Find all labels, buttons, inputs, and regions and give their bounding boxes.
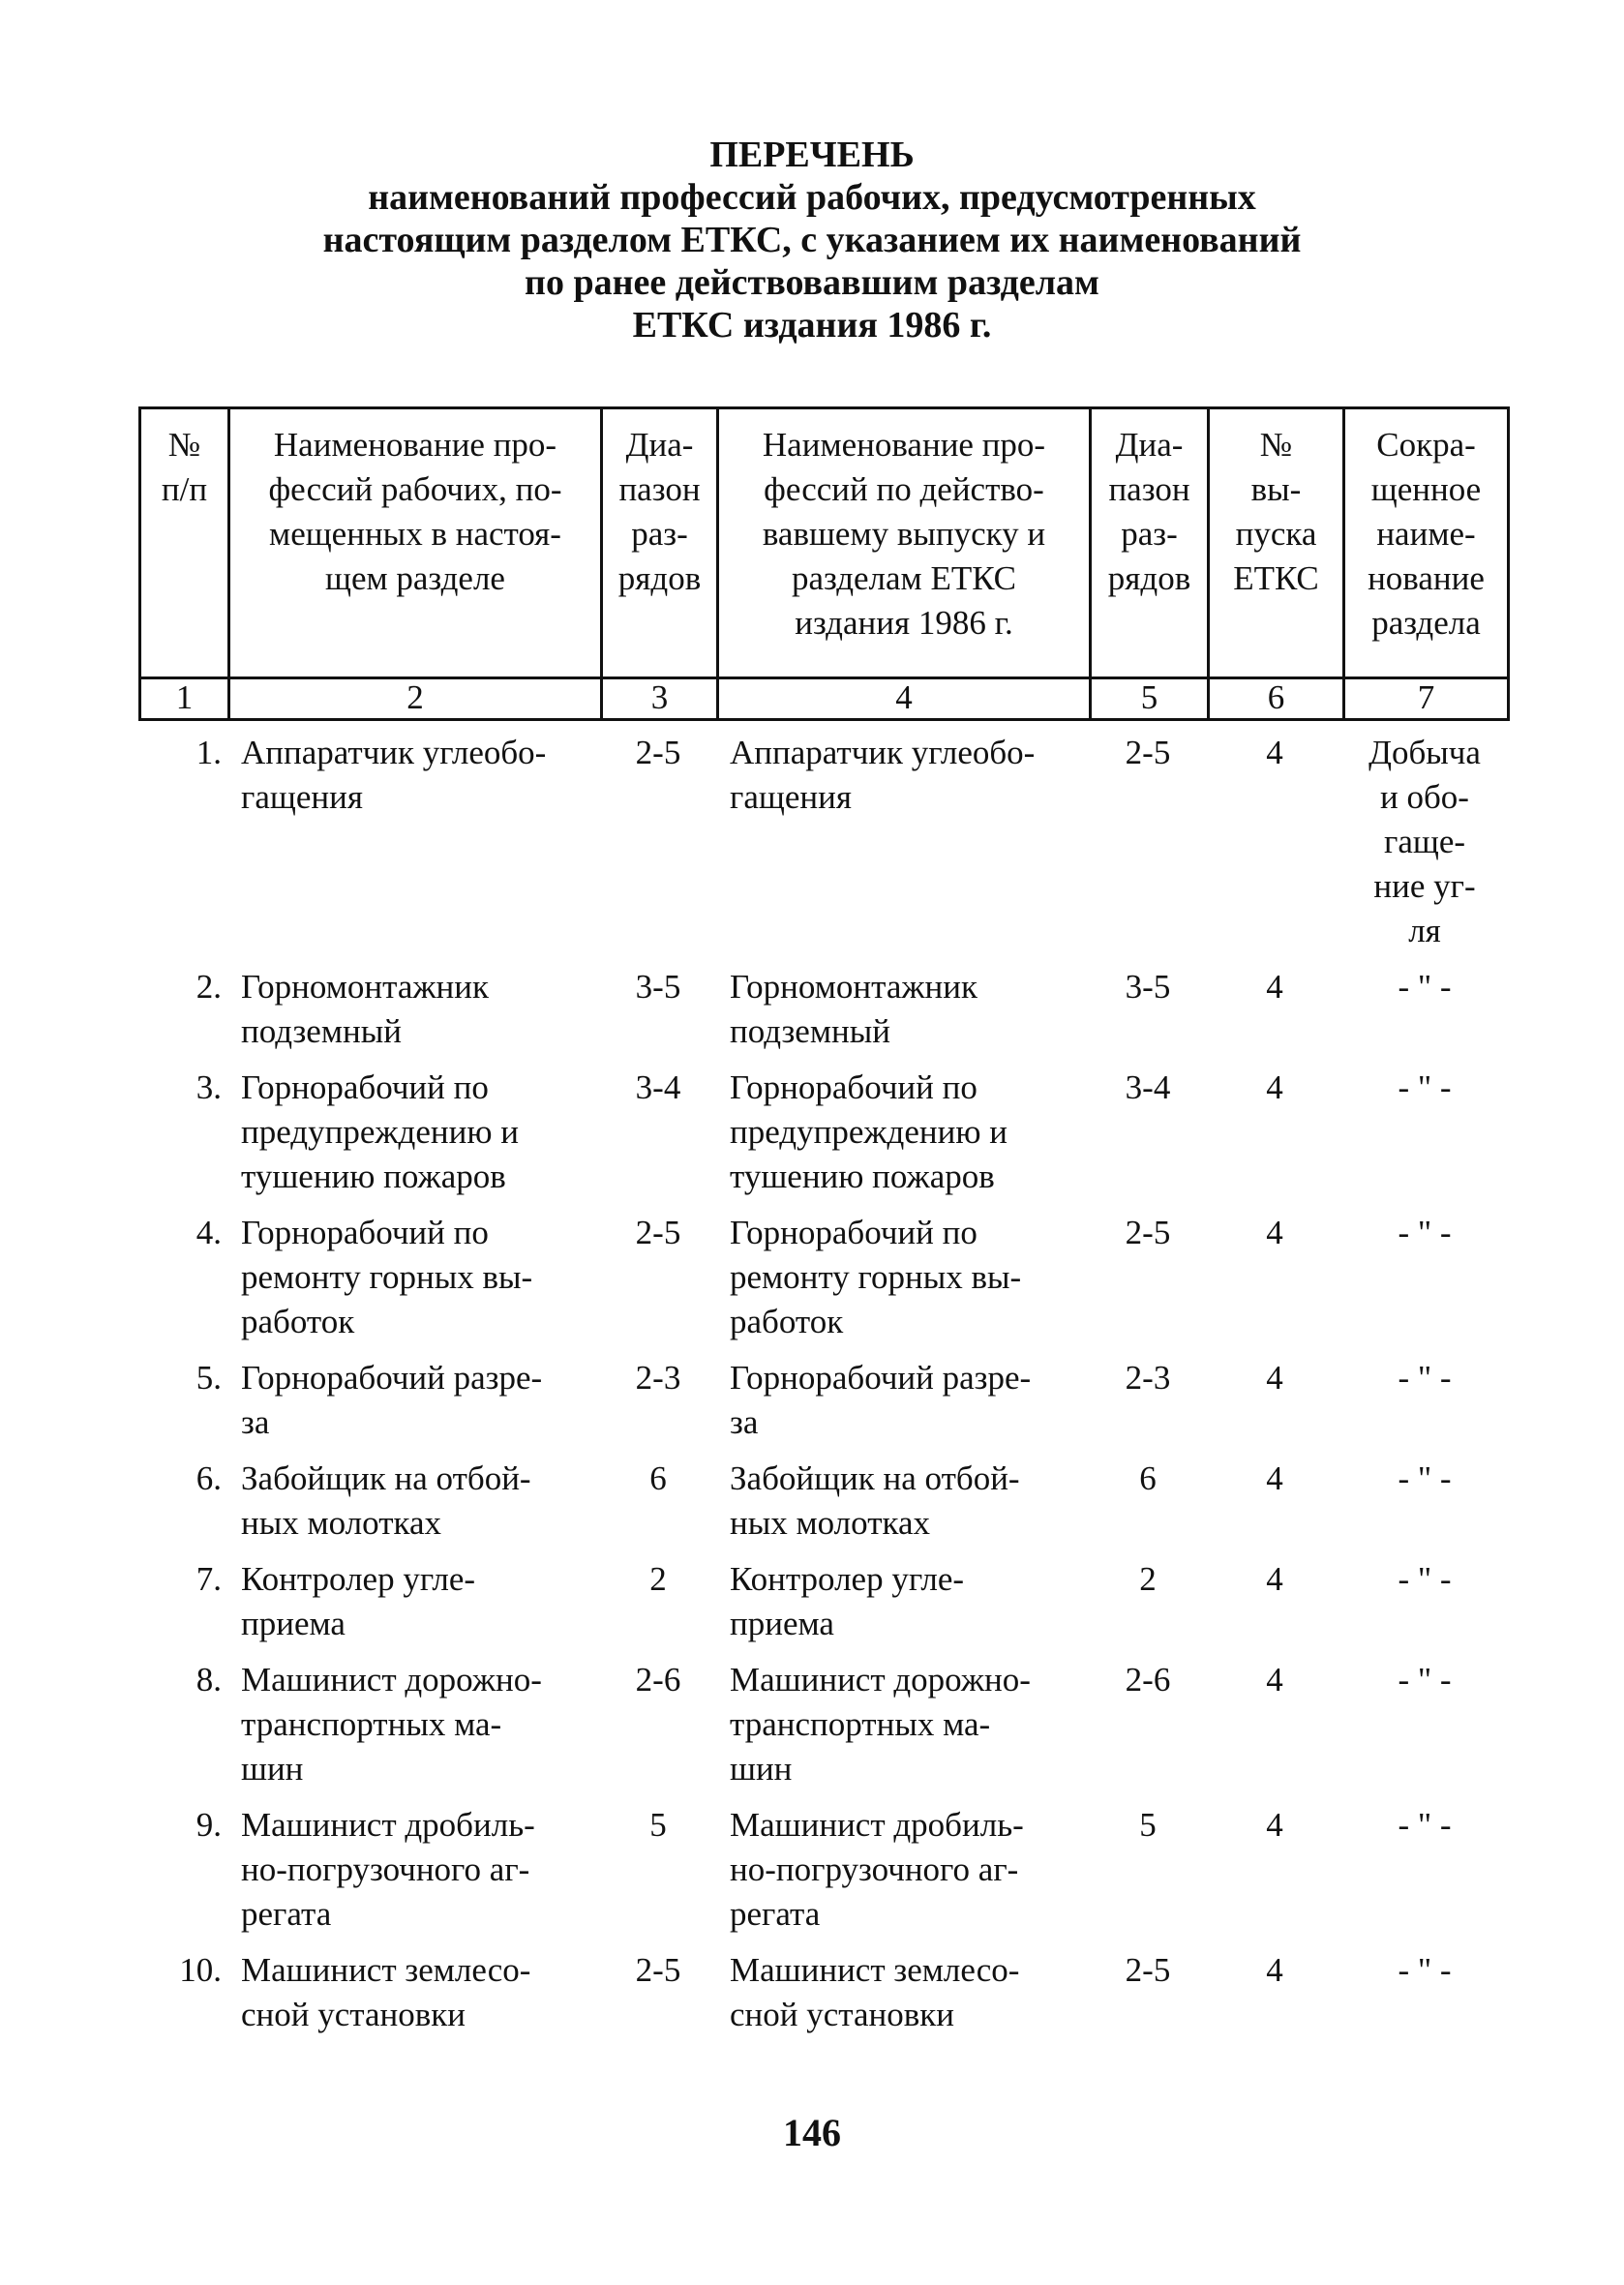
old-profession-name [716, 1457, 1089, 1557]
old-grade-range: 2-5 [1125, 1951, 1171, 1989]
cell-line: - " - [1398, 968, 1452, 1006]
cell-line: Забойщик на отбой- [241, 1459, 531, 1497]
cell-line: мещенных в настоя- [269, 515, 561, 553]
header-old-profession-name [718, 408, 1091, 678]
section-short-name [1342, 1803, 1507, 1948]
cell-line: Контролер угле- [241, 1560, 476, 1598]
profession-name [227, 1211, 600, 1356]
cell-line: Машинист дробиль- [730, 1806, 1024, 1844]
old-grade-range: 2-5 [1125, 1214, 1171, 1251]
professions-table [138, 406, 1507, 2049]
row-number: 6. [195, 1459, 222, 1497]
issue-number: 4 [1266, 968, 1283, 1006]
old-grade-range: 2-6 [1125, 1661, 1171, 1699]
cell-line: Забойщик на отбой- [730, 1459, 1020, 1497]
profession-name [227, 1658, 600, 1803]
header-grade-range [602, 408, 718, 678]
cell-line: но-погрузочного аг- [730, 1850, 1019, 1888]
row-number: 9. [195, 1806, 222, 1844]
profession-name [227, 731, 600, 965]
cell-line: Горнорабочий по [241, 1214, 489, 1251]
cell-line: пуска [1235, 515, 1317, 553]
grade-range: 5 [649, 1806, 667, 1844]
cell-line: Горнорабочий разре- [730, 1359, 1032, 1397]
cell-line: - " - [1398, 1951, 1452, 1989]
cell-line: - " - [1398, 1560, 1452, 1598]
cell-line: подземный [730, 1012, 890, 1050]
grade-range: 2-5 [635, 734, 681, 771]
cell-line: Горнорабочий разре- [241, 1359, 543, 1397]
cell-line: щем разделе [325, 559, 505, 597]
row-number: 5. [195, 1359, 222, 1397]
cell-line: гаще- [1383, 823, 1466, 860]
header-row [140, 408, 1509, 678]
cell-line: Машинист дорожно- [730, 1661, 1031, 1699]
column-number: 7 [1344, 678, 1509, 720]
cell-line: - " - [1398, 1359, 1452, 1397]
profession-name [227, 1803, 600, 1948]
old-profession-name [716, 965, 1089, 1066]
table-row [138, 1948, 1507, 2049]
cell-line: приема [730, 1605, 834, 1642]
issue-number: 4 [1266, 1951, 1283, 1989]
old-grade-range: 2-5 [1125, 734, 1171, 771]
cell-line: ние уг- [1373, 867, 1476, 905]
cell-line: регата [730, 1895, 821, 1933]
cell-line: - " - [1398, 1661, 1452, 1699]
cell-line: шин [730, 1750, 793, 1788]
section-short-name [1342, 965, 1507, 1066]
cell-line: Добыча [1368, 734, 1481, 771]
cell-line: - " - [1398, 1068, 1452, 1106]
title-line-4: по ранее действовавшим разделам [525, 262, 1099, 303]
cell-line: Сокра- [1376, 426, 1476, 464]
grade-range: 3-4 [635, 1068, 681, 1106]
cell-line: гащения [241, 778, 363, 816]
title-line-1: ПЕРЕЧЕНЬ [709, 135, 915, 175]
cell-line: гащения [730, 778, 852, 816]
cell-line: Машинист дорожно- [241, 1661, 542, 1699]
cell-line: раз- [631, 515, 688, 553]
cell-line: ных молотках [241, 1504, 441, 1542]
old-profession-name [716, 1803, 1089, 1948]
old-grade-range: 2-3 [1125, 1359, 1171, 1397]
cell-line: фессий по действо- [764, 470, 1044, 508]
table-row [138, 731, 1507, 965]
cell-line: предупреждению и [730, 1113, 1007, 1151]
grade-range: 2 [649, 1560, 667, 1598]
profession-name [227, 1557, 600, 1658]
issue-number: 4 [1266, 1806, 1283, 1844]
grade-range: 2-6 [635, 1661, 681, 1699]
cell-line: приема [241, 1605, 346, 1642]
row-number: 8. [195, 1661, 222, 1699]
cell-line: ремонту горных вы- [241, 1258, 533, 1296]
cell-line: шин [241, 1750, 304, 1788]
header-profession-name [229, 408, 602, 678]
table-row [138, 1557, 1507, 1658]
old-profession-name [716, 1211, 1089, 1356]
row-number: 2. [195, 968, 222, 1006]
section-short-name [1342, 1356, 1507, 1457]
cell-line: регата [241, 1895, 332, 1933]
issue-number: 4 [1266, 1661, 1283, 1699]
old-profession-name [716, 1557, 1089, 1658]
cell-line: наиме- [1376, 515, 1476, 553]
column-number-row [140, 678, 1509, 720]
old-grade-range: 2 [1139, 1560, 1157, 1598]
profession-name [227, 1457, 600, 1557]
old-profession-name [716, 1066, 1089, 1211]
old-profession-name [716, 1658, 1089, 1803]
cell-line: ля [1408, 912, 1441, 949]
header-number [140, 408, 229, 678]
cell-line: Аппаратчик углеобо- [241, 734, 547, 771]
table-header [138, 406, 1510, 721]
table-row [138, 1356, 1507, 1457]
page-number: 146 [783, 2111, 841, 2154]
cell-line: Наименование про- [762, 426, 1046, 464]
section-short-name [1342, 1457, 1507, 1557]
cell-line: работок [241, 1303, 355, 1340]
old-grade-range: 3-4 [1125, 1068, 1171, 1106]
cell-line: фессий рабочих, по- [268, 470, 562, 508]
cell-line: подземный [241, 1012, 402, 1050]
cell-line: Машинист землесо- [241, 1951, 531, 1989]
grade-range: 2-5 [635, 1951, 681, 1989]
cell-line: № [1259, 426, 1293, 464]
table-body [138, 731, 1507, 2049]
cell-line: Машинист дробиль- [241, 1806, 535, 1844]
row-number: 1. [195, 734, 222, 771]
cell-line: за [730, 1403, 759, 1441]
cell-line: издания 1986 г. [795, 604, 1013, 642]
cell-line: рядов [617, 559, 702, 597]
issue-number: 4 [1266, 734, 1283, 771]
row-number: 3. [195, 1068, 222, 1106]
row-number: 7. [195, 1560, 222, 1598]
cell-line: и обо- [1380, 778, 1469, 816]
cell-line: ремонту горных вы- [730, 1258, 1022, 1296]
cell-line: рядов [1107, 559, 1191, 597]
cell-line: тушению пожаров [730, 1158, 995, 1195]
cell-line: Горномонтажник [730, 968, 978, 1006]
cell-line: пазон [1108, 470, 1190, 508]
cell-line: сной установки [241, 1996, 466, 2033]
title-line-5: ЕТКС издания 1986 г. [632, 305, 992, 346]
section-short-name [1342, 1658, 1507, 1803]
column-number: 3 [602, 678, 718, 720]
grade-range: 2-5 [635, 1214, 681, 1251]
cell-line: ных молотках [730, 1504, 930, 1542]
grade-range: 3-5 [635, 968, 681, 1006]
old-grade-range: 6 [1139, 1459, 1157, 1497]
header-issue-number [1209, 408, 1344, 678]
column-number: 1 [140, 678, 229, 720]
cell-line: - " - [1398, 1214, 1452, 1251]
cell-line: раз- [1121, 515, 1178, 553]
cell-line: вавшему выпуску и [762, 515, 1046, 553]
section-short-name [1342, 1066, 1507, 1211]
cell-line: щенное [1370, 470, 1482, 508]
issue-number: 4 [1266, 1459, 1283, 1497]
cell-line: Диа- [1115, 426, 1184, 464]
cell-line: пазон [618, 470, 701, 508]
cell-line: разделам ЕТКС [791, 559, 1017, 597]
section-short-name [1342, 1948, 1507, 2049]
old-profession-name [716, 731, 1089, 965]
cell-line: Горнорабочий по [241, 1068, 489, 1106]
grade-range: 6 [649, 1459, 667, 1497]
grade-range: 2-3 [635, 1359, 681, 1397]
header-old-grade-range [1091, 408, 1209, 678]
table-row [138, 1658, 1507, 1803]
column-number: 6 [1209, 678, 1344, 720]
cell-line: Диа- [625, 426, 694, 464]
cell-line: работок [730, 1303, 844, 1340]
cell-line: предупреждению и [241, 1113, 519, 1151]
old-profession-name [716, 1948, 1089, 2049]
cell-line: транспортных ма- [730, 1705, 991, 1743]
column-number: 5 [1091, 678, 1209, 720]
column-number: 4 [718, 678, 1091, 720]
issue-number: 4 [1266, 1068, 1283, 1106]
cell-line: - " - [1398, 1459, 1452, 1497]
column-number: 2 [229, 678, 602, 720]
issue-number: 4 [1266, 1359, 1283, 1397]
cell-line: раздела [1371, 604, 1481, 642]
table-row [138, 1211, 1507, 1356]
cell-line: за [241, 1403, 270, 1441]
section-short-name [1342, 1211, 1507, 1356]
cell-line: Горнорабочий по [730, 1214, 977, 1251]
profession-name [227, 1948, 600, 2049]
table-row [138, 1803, 1507, 1948]
cell-line: нование [1368, 559, 1485, 597]
cell-line: Контролер угле- [730, 1560, 965, 1598]
old-profession-name [716, 1356, 1089, 1457]
header-section-short-name [1344, 408, 1509, 678]
old-grade-range: 3-5 [1125, 968, 1171, 1006]
old-grade-range: 5 [1139, 1806, 1157, 1844]
title-line-2: наименований профессий рабочих, предусмотренных [368, 177, 1256, 218]
section-short-name [1342, 1557, 1507, 1658]
profession-name [227, 1066, 600, 1211]
row-number: 4. [195, 1214, 222, 1251]
cell-line: транспортных ма- [241, 1705, 502, 1743]
cell-line: - " - [1398, 1806, 1452, 1844]
issue-number: 4 [1266, 1214, 1283, 1251]
document-title [0, 134, 1624, 346]
table-row [138, 965, 1507, 1066]
cell-line: Наименование про- [273, 426, 557, 464]
profession-name [227, 965, 600, 1066]
profession-name [227, 1356, 600, 1457]
cell-line: вы- [1250, 470, 1302, 508]
cell-line: Машинист землесо- [730, 1951, 1020, 1989]
table-row [138, 1457, 1507, 1557]
cell-line: но-погрузочного аг- [241, 1850, 530, 1888]
title-line-3: настоящим разделом ЕТКС, с указанием их наименований [322, 220, 1302, 260]
cell-line: тушению пожаров [241, 1158, 506, 1195]
cell-line: сной установки [730, 1996, 955, 2033]
cell-line: № [167, 426, 201, 464]
row-number: 10. [179, 1951, 222, 1989]
cell-line: Горнорабочий по [730, 1068, 977, 1106]
issue-number: 4 [1266, 1560, 1283, 1598]
cell-line: Горномонтажник [241, 968, 490, 1006]
table-row [138, 1066, 1507, 1211]
section-short-name [1342, 731, 1507, 965]
cell-line: Аппаратчик углеобо- [730, 734, 1036, 771]
cell-line: ЕТКС [1233, 559, 1319, 597]
cell-line: п/п [161, 470, 208, 508]
